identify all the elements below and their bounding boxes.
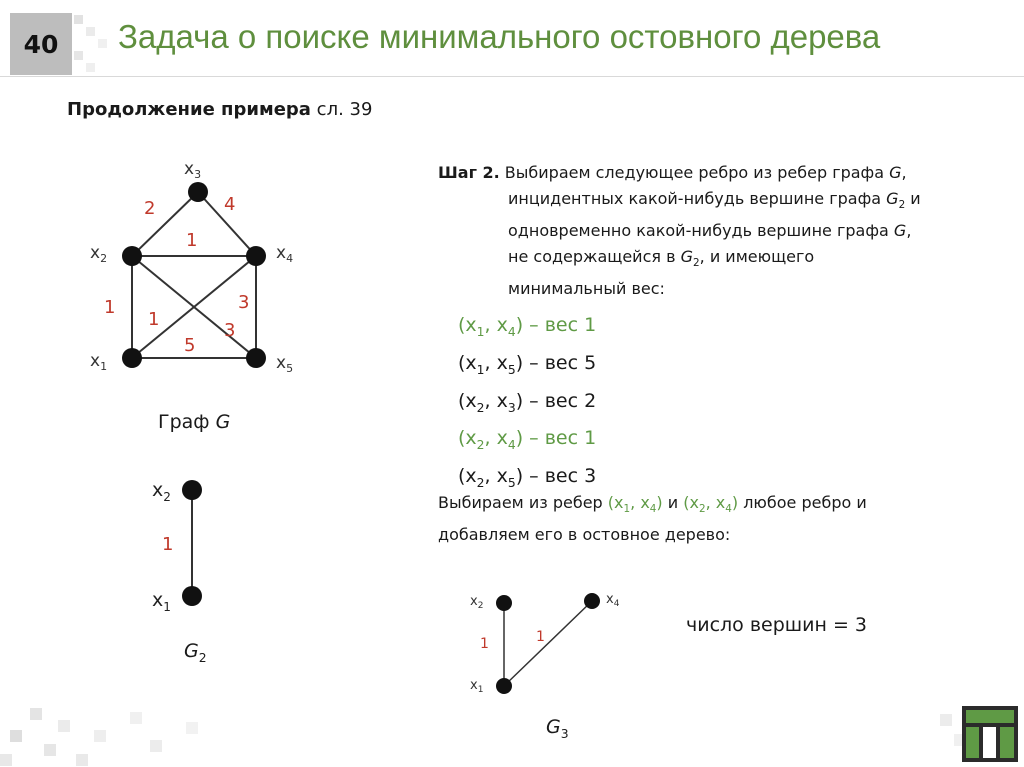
weight-x3-x4: 4 (224, 194, 236, 215)
choice-edge-2: ($x_2$, $x_4$) (683, 493, 739, 516)
vertex-x1 (122, 348, 142, 368)
g3-weight-x1-x2: 1 (480, 636, 489, 652)
graph-g2-caption: $G_2$ (184, 640, 207, 665)
header-divider (0, 76, 1024, 77)
g3-label-x1: $x_1$ (470, 678, 484, 695)
weight-x2-x4: 1 (186, 230, 198, 251)
graph-g (80, 150, 320, 390)
g3-vertex-x4 (584, 593, 600, 609)
g2-label-x1: $x_1$ (152, 589, 171, 614)
weight-x2-x5: 3 (224, 320, 236, 341)
edge-item: ($x_1$, $x_5$) – вес 5 (458, 351, 597, 377)
logo-icon (962, 706, 1018, 762)
g2-label-x2: $x_2$ (152, 479, 171, 504)
g3-label-x2: $x_2$ (470, 594, 484, 611)
choice-edge-1: ($x_1$, $x_4$) (607, 493, 663, 516)
edge-item: ($x_2$, $x_5$) – вес 3 (458, 465, 597, 490)
graph-g-caption: Граф G (158, 411, 231, 433)
weight-x2-x3: 2 (144, 198, 156, 219)
header-decoration (0, 0, 110, 80)
g2-weight: 1 (162, 534, 174, 555)
vertex-x3 (188, 182, 208, 202)
subtitle (67, 99, 372, 120)
graph-g2 (140, 470, 240, 620)
graph-g3 (462, 583, 652, 703)
weight-x1-x2: 1 (104, 297, 116, 318)
step-2-text: Шаг 2. Выбираем следующее ребро из ребер графа G, инцидентных какой-нибудь вершине графа $G_2$ и одновременно какой-нибудь вершине графа G, не содержащейся в $G_2$, и имеющего минимальный вес: (438, 163, 921, 299)
vertex-count: число вершин = 3 (686, 614, 868, 636)
vertex-x2 (122, 246, 142, 266)
g2-vertex-x2 (182, 480, 202, 500)
label-x3: $x_3$ (184, 159, 202, 181)
weight-x4-x5: 3 (238, 292, 250, 313)
label-x4: $x_4$ (276, 243, 294, 265)
g3-weight-x1-x4: 1 (536, 629, 545, 645)
g3-vertex-x2 (496, 595, 512, 611)
g3-vertex-x1 (496, 678, 512, 694)
label-x2: $x_2$ (90, 243, 108, 265)
edge-item: ($x_1$, $x_4$) – вес 1 (458, 314, 597, 339)
footer-decoration (0, 700, 240, 767)
choose-text: Выбираем из ребер ($x_1$, $x_4$) и ($x_2$, $x_4$) любое ребро и добавляем его в остовное дерево: (438, 493, 867, 545)
slide-number: 40 (10, 13, 72, 75)
edge-item: ($x_2$, $x_3$) – вес 2 (458, 389, 597, 415)
g3-label-x4: $x_4$ (606, 592, 620, 609)
slide-title: Задача о поиске минимального остовного дерева (118, 18, 881, 55)
vertex-x5 (246, 348, 266, 368)
weight-x1-x4: 1 (148, 309, 160, 330)
label-x5: $x_5$ (276, 353, 294, 375)
graph-g3-caption: $G_3$ (546, 716, 569, 741)
g2-vertex-x1 (182, 586, 202, 606)
label-x1: $x_1$ (90, 351, 108, 373)
vertex-x4 (246, 246, 266, 266)
weight-x1-x5: 5 (184, 335, 196, 356)
subtitle-bold: Продолжение примера (67, 99, 311, 120)
edge-item: ($x_2$, $x_4$) – вес 1 (458, 427, 597, 453)
edge-list (458, 310, 596, 499)
subtitle-ref: сл. 39 (316, 99, 373, 120)
